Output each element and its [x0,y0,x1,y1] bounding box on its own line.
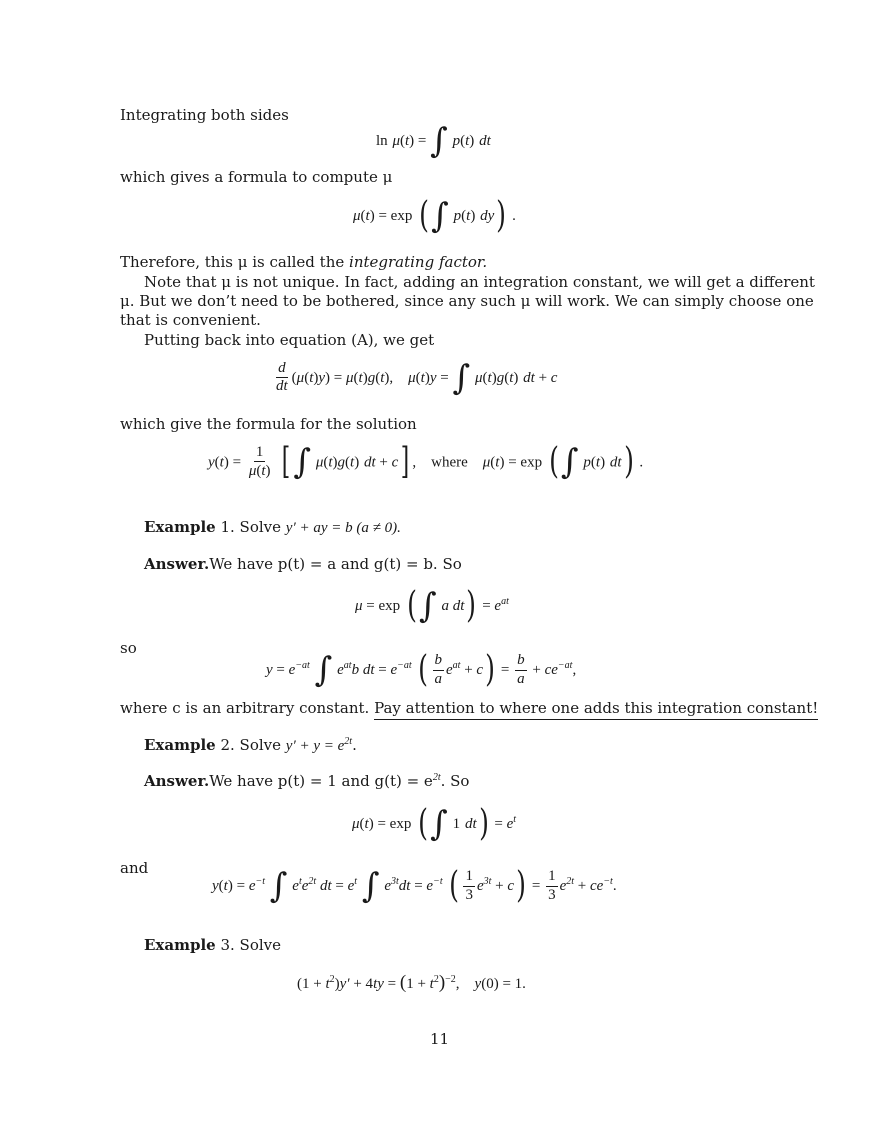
exponent: 2t [344,736,353,747]
text-so: so [120,639,137,657]
example-number: 2. Solve [215,736,286,754]
example-number: 1. Solve [215,518,286,536]
text-where-c: where c is an arbitrary constant. [120,699,375,717]
example-1-heading [144,520,401,536]
equation-example-3: $(1 + t^2)y' + 4ty = (1 + t^2)^{-2}$, y(0) = 1. [297,972,526,993]
answer-1 [144,557,462,572]
example-3-heading [144,938,281,953]
answer-label: Answer. [144,772,210,790]
equation-general-solution: y(t) = $\frac{1}{\mu(t)}$ [∫ μ(t)g(t) dt + c] , where μ(t) = exp (∫ p(t) dt) . [208,441,644,483]
example-number: 3. Solve [215,936,282,954]
text-arbitrary-constant [120,701,818,716]
example-2-heading: Example 2. Solve $y' + y = e^{2t}$. [144,736,357,754]
example-label: Example [144,518,216,536]
text-and: and [120,859,149,877]
equation-d-dt-mu-y: $\frac{d}{dt}$ (μ(t)y) = μ(t)g(t), μ(t)y = ∫ μ(t)g(t) dt + c [276,357,558,398]
exponent: 2t [432,772,441,783]
text-formula-compute-mu: which gives a formula to compute μ [120,168,393,186]
text-note-not-unique: Note that μ is not unique. In fact, adding an integration constant, we will get a different [144,273,815,291]
example-label: Example [144,736,216,754]
equation-mu-exp-a: μ = exp (∫ a $dt) = e^{at}$ [355,585,509,626]
equation-mu-exp-1: μ(t) = exp (∫ 1 $dt) = e^t$ [352,803,517,844]
answer-2 [144,774,469,789]
text-integrating-factor [120,255,487,270]
text-convenient: that is convenient. [120,311,261,329]
equation-ln-mu: ln μ(t) = ∫ p(t) dt [376,121,491,161]
equation-mu-exp: μ(t) = exp (∫ p(t) dy) . [353,195,516,236]
text-putting-back: Putting back into equation (A), we get [144,331,435,349]
text-formula-solution: which give the formula for the solution [120,415,417,433]
answer-text: We have p(t) = 1 and g(t) = e [209,772,433,790]
example-equation: y′ + ay = b (a ≠ 0). [285,520,401,536]
answer-text: We have p(t) = a and g(t) = b. So [209,555,462,573]
text-pay-attention: Pay attention to where one adds this integration constant! [374,699,818,720]
example-label: Example [144,936,216,954]
answer-text-end: . So [440,772,470,790]
page-number: 11 [430,1030,450,1048]
equation-y-solution-1: $y = e^{-at}$ ∫ $e^{at}b$ dt = $e^{-at}$ ( $\frac{b}{a}$ $e^{at} + c$) = $\frac{b}{a}$ + $ce^{-at}$, [266,649,577,690]
text-not-bothered: μ. But we don’t need to be bothered, since any such μ will work. We can simply choose one [120,292,814,310]
example-equation: y′ + y = e [285,738,345,754]
equation-y-solution-2: $y(t) = e^{-t}$ ∫ $e^te^{2t}$ dt = $e^t$ ∫ $e^{3t}dt = e^{-t}$ ( $\frac{1}{3}$ $e^{3t} + c$) = $\frac{1}{3}$ $e^{2t} + ce^{-t}$. [212,865,617,906]
term-integrating-factor: integrating factor. [349,253,488,271]
text-integrating-both-sides: Integrating both sides [120,106,289,124]
text-therefore: Therefore, this μ is called the [120,253,350,271]
answer-label: Answer. [144,555,210,573]
text-where: where [431,454,468,471]
